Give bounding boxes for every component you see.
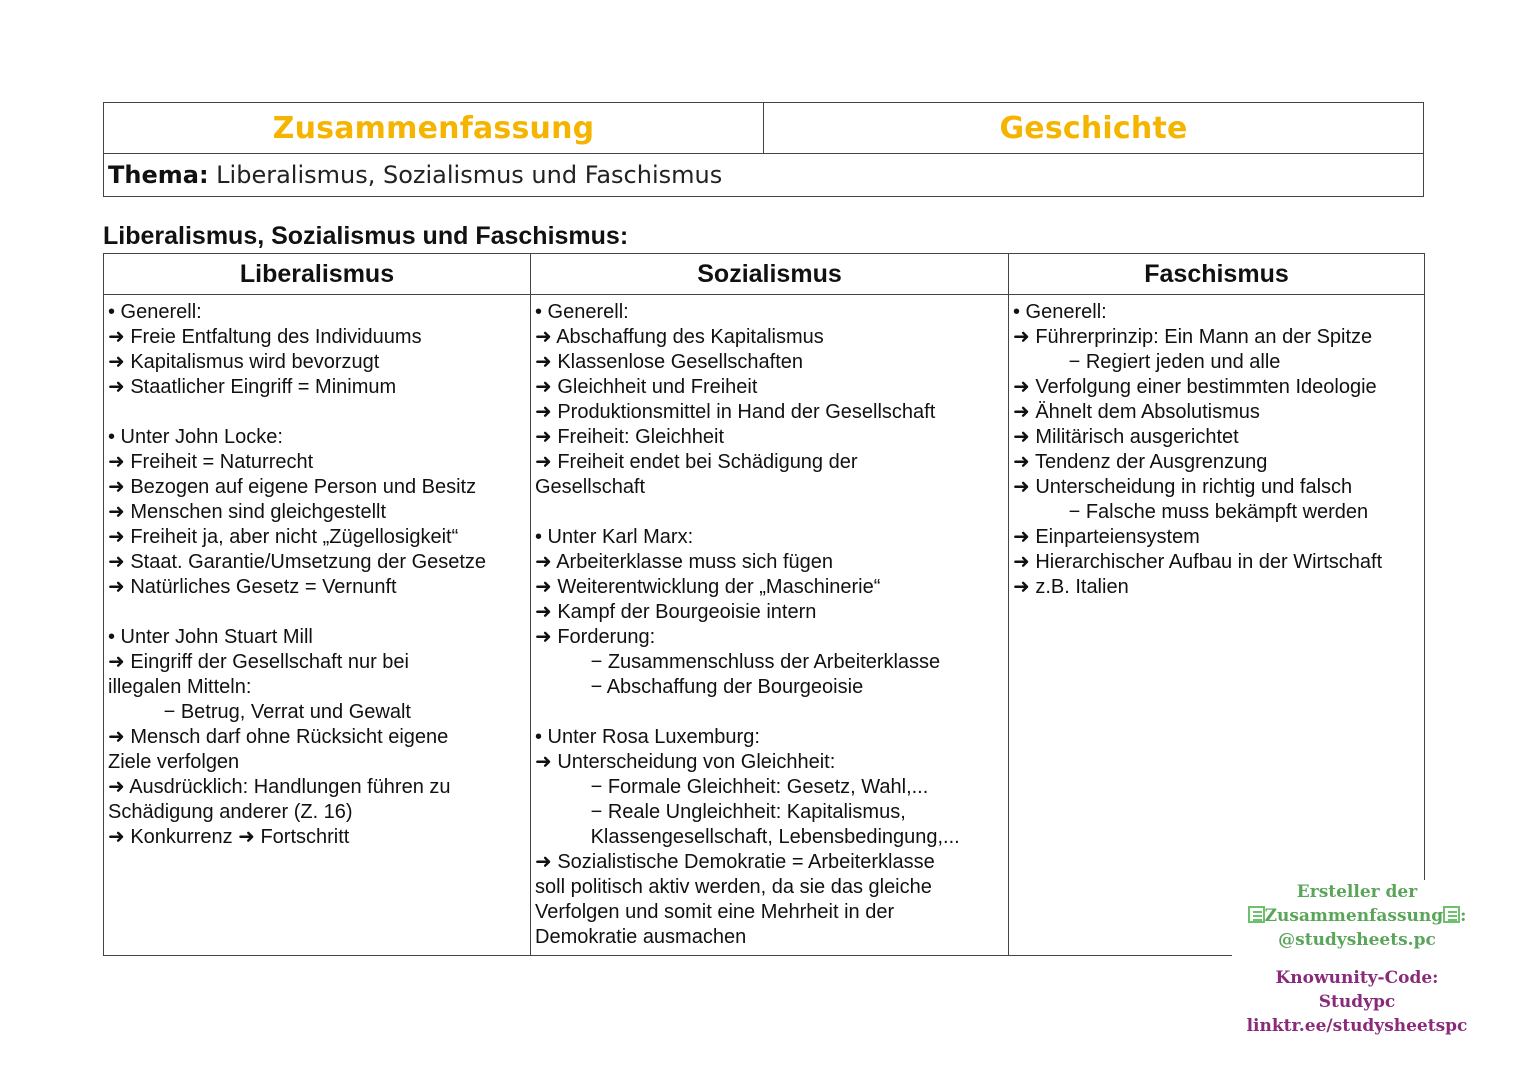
memo-icon <box>1443 906 1460 923</box>
list-item: ➜ Kampf der Bourgeoisie intern <box>535 601 817 623</box>
list-item: ➜ Freie Entfaltung des Individuums <box>108 326 422 348</box>
list-item: ➜ Ausdrücklich: Handlungen führen zu <box>108 776 451 798</box>
list-item: • Generell: <box>535 301 629 323</box>
list-item: • Unter Karl Marx: <box>535 526 694 548</box>
section-heading: Liberalismus, Sozialismus und Faschismus: <box>103 222 629 250</box>
list-item: ➜ Kapitalismus wird bevorzugt <box>108 351 380 373</box>
knowunity-code: Studypc <box>1318 992 1396 1012</box>
list-item: ➜ Eingriff der Gesellschaft nur bei <box>108 651 409 673</box>
list-item: − Reale Ungleichheit: Kapitalismus, <box>535 801 906 823</box>
comparison-table <box>103 253 1425 956</box>
list-item: ➜ Abschaffung des Kapitalismus <box>535 326 824 348</box>
credit-line-1: Ersteller der <box>1296 882 1418 902</box>
list-item: • Unter Rosa Luxemburg: <box>535 726 760 748</box>
list-item: ➜ Forderung: <box>535 626 656 648</box>
credit-zusammenfassung: Zusammenfassung <box>1264 906 1444 926</box>
list-item: ➜ Mensch darf ohne Rücksicht eigene <box>108 726 449 748</box>
list-item: Schädigung anderer (Z. 16) <box>108 801 353 823</box>
list-item: • Generell: <box>108 301 202 323</box>
thema-row <box>104 154 1424 197</box>
credit-colon: : <box>1460 906 1467 926</box>
list-item: ➜ Natürliches Gesetz = Vernunft <box>108 576 397 598</box>
list-item: ➜ Staat. Garantie/Umsetzung der Gesetze <box>108 551 487 573</box>
list-item: ➜ Freiheit endet bei Schädigung der <box>535 451 858 473</box>
list-item: ➜ Freiheit = Naturrecht <box>108 451 314 473</box>
credit-line-2 <box>1232 904 1482 928</box>
list-item: ➜ Führerprinzip: Ein Mann an der Spitze <box>1013 326 1373 348</box>
credit-handle: @studysheets.pc <box>1278 930 1436 950</box>
table-body-row <box>104 295 1425 956</box>
thema-label: Thema: <box>108 161 209 189</box>
list-item: ➜ Hierarchischer Aufbau in der Wirtschaft <box>1013 551 1383 573</box>
list-item: ➜ Unterscheidung in richtig und falsch <box>1013 476 1353 498</box>
list-item: ➜ Staatlicher Eingriff = Minimum <box>108 376 397 398</box>
list-item: ➜ z.B. Italien <box>1013 576 1129 598</box>
blank-line <box>535 700 1004 725</box>
list-item: ➜ Bezogen auf eigene Person und Besitz <box>108 476 477 498</box>
list-item: − Falsche muss bekämpft werden <box>1013 501 1369 523</box>
list-item: Demokratie ausmachen <box>535 926 747 948</box>
list-item: ➜ Konkurrenz ➜ Fortschritt <box>108 826 350 848</box>
list-item: • Unter John Locke: <box>108 426 283 448</box>
memo-icon <box>1248 906 1265 923</box>
list-item: ➜ Gleichheit und Freiheit <box>535 376 758 398</box>
blank-line <box>108 400 526 425</box>
list-item: illegalen Mitteln: <box>108 676 252 698</box>
list-item: soll politisch aktiv werden, da sie das gleiche <box>535 876 932 898</box>
thema-text: Liberalismus, Sozialismus und Faschismus <box>208 161 723 189</box>
blank-line <box>535 500 1004 525</box>
list-item: • Unter John Stuart Mill <box>108 626 313 648</box>
list-item: − Zusammenschluss der Arbeiterklasse <box>535 651 941 673</box>
list-item: ➜ Freiheit ja, aber nicht „Zügellosigkeit“ <box>108 526 459 548</box>
column-title-faschismus: Faschismus <box>1009 254 1425 295</box>
list-item: − Formale Gleichheit: Gesetz, Wahl,... <box>535 776 929 798</box>
list-item: ➜ Tendenz der Ausgrenzung <box>1013 451 1268 473</box>
list-item: ➜ Ähnelt dem Absolutismus <box>1013 401 1260 423</box>
list-item: ➜ Klassenlose Gesellschaften <box>535 351 804 373</box>
list-item: Ziele verfolgen <box>108 751 240 773</box>
list-item: ➜ Einparteiensystem <box>1013 526 1200 548</box>
list-item: − Abschaffung der Bourgeoisie <box>535 676 864 698</box>
list-item: Verfolgen und somit eine Mehrheit in der <box>535 901 895 923</box>
header-right-title: Geschichte <box>764 103 1424 154</box>
linktree-link[interactable]: linktr.ee/studysheetspc <box>1246 1016 1468 1036</box>
list-item: ➜ Weiterentwicklung der „Maschinerie“ <box>535 576 881 598</box>
credit-box <box>1232 880 1482 1080</box>
list-item: ➜ Sozialistische Demokratie = Arbeiterklasse <box>535 851 935 873</box>
list-item: ➜ Menschen sind gleichgestellt <box>108 501 387 523</box>
list-item: Klassengesellschaft, Lebensbedingung,... <box>535 826 960 848</box>
list-item: ➜ Produktionsmittel in Hand der Gesellschaft <box>535 401 936 423</box>
column-title-liberalismus: Liberalismus <box>104 254 531 295</box>
knowunity-code-label: Knowunity-Code: <box>1275 968 1439 988</box>
blank-line <box>108 600 526 625</box>
table-header-row <box>104 254 1425 295</box>
column-liberalismus <box>104 295 531 956</box>
column-faschismus <box>1009 295 1425 956</box>
list-item: ➜ Unterscheidung von Gleichheit: <box>535 751 836 773</box>
header-table <box>103 102 1424 197</box>
column-sozialismus <box>531 295 1009 956</box>
list-item: • Generell: <box>1013 301 1107 323</box>
list-item: − Regiert jeden und alle <box>1013 351 1281 373</box>
list-item: Gesellschaft <box>535 476 646 498</box>
list-item: ➜ Militärisch ausgerichtet <box>1013 426 1239 448</box>
header-left-title: Zusammenfassung <box>104 103 764 154</box>
list-item: ➜ Arbeiterklasse muss sich fügen <box>535 551 833 573</box>
column-title-sozialismus: Sozialismus <box>531 254 1009 295</box>
list-item: − Betrug, Verrat und Gewalt <box>108 701 411 723</box>
list-item: ➜ Freiheit: Gleichheit <box>535 426 725 448</box>
list-item: ➜ Verfolgung einer bestimmten Ideologie <box>1013 376 1377 398</box>
